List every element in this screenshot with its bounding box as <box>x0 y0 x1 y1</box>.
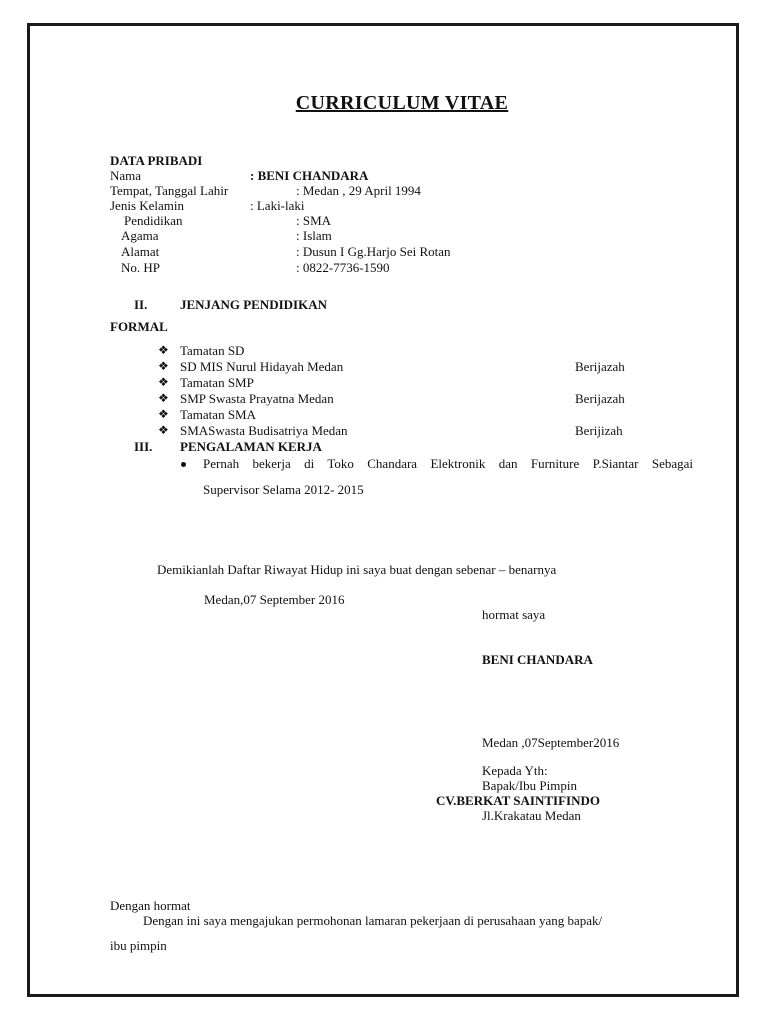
diamond-bullet-icon: ❖ <box>158 375 169 389</box>
value-religion: : Islam <box>296 228 332 243</box>
letter-to-2: Bapak/Ibu Pimpin <box>482 778 577 793</box>
value-birth: : Medan , 29 April 1994 <box>296 183 421 198</box>
education-item: Tamatan SD <box>180 343 245 358</box>
letter-greeting: Dengan hormat <box>110 898 191 913</box>
education-item: Tamatan SMA <box>180 407 256 422</box>
label-education: Pendidikan <box>124 213 183 228</box>
closing-regards: hormat saya <box>482 607 546 622</box>
label-address: Alamat <box>121 244 160 259</box>
label-gender: Jenis Kelamin <box>110 198 185 213</box>
letter-company: CV.BERKAT SAINTIFINDO <box>436 793 600 808</box>
value-gender: : Laki-laki <box>250 198 305 213</box>
letter-date: Medan ,07September2016 <box>482 735 620 750</box>
education-item: SD MIS Nurul Hidayah Medan <box>180 359 344 374</box>
value-name: : BENI CHANDARA <box>250 168 369 183</box>
diamond-bullet-icon: ❖ <box>158 407 169 421</box>
value-education: : SMA <box>296 213 332 228</box>
diamond-bullet-icon: ❖ <box>158 391 169 405</box>
value-phone: : 0822-7736-1590 <box>296 260 390 275</box>
education-item-note: Berijazah <box>575 359 625 374</box>
personal-heading: DATA PRIBADI <box>110 153 203 168</box>
education-item: SMP Swasta Prayatna Medan <box>180 391 334 406</box>
experience-heading: PENGALAMAN KERJA <box>180 439 322 454</box>
education-item-note: Berijizah <box>575 423 623 438</box>
education-heading: JENJANG PENDIDIKAN <box>180 297 327 312</box>
closing-statement: Demikianlah Daftar Riwayat Hidup ini saya buat dengan sebenar – benarnya <box>157 562 557 577</box>
closing-signature: BENI CHANDARA <box>482 652 593 667</box>
diamond-bullet-icon: ❖ <box>158 423 169 437</box>
education-item: Tamatan SMP <box>180 375 254 390</box>
experience-line-1: Pernah bekerja di Toko Chandara Elektronik dan Furniture P.Siantar Sebagai <box>203 456 693 471</box>
education-item: SMASwasta Budisatriya Medan <box>180 423 348 438</box>
diamond-bullet-icon: ❖ <box>158 359 169 373</box>
experience-line-2: Supervisor Selama 2012- 2015 <box>203 482 364 497</box>
label-religion: Agama <box>121 228 159 243</box>
experience-number: III. <box>134 439 153 454</box>
diamond-bullet-icon: ❖ <box>158 343 169 357</box>
closing-place-date: Medan,07 September 2016 <box>204 592 345 607</box>
label-phone: No. HP <box>121 260 161 275</box>
letter-body-2: ibu pimpin <box>110 938 167 953</box>
letter-to-1: Kepada Yth: <box>482 763 548 778</box>
bullet-dot-icon <box>181 462 186 467</box>
letter-body-1: Dengan ini saya mengajukan permohonan lamaran pekerjaan di perusahaan yang bapak/ <box>143 913 603 928</box>
document-title: CURRICULUM VITAE <box>295 92 509 114</box>
education-subheading: FORMAL <box>110 319 168 334</box>
letter-address: Jl.Krakatau Medan <box>482 808 581 823</box>
label-birth: Tempat, Tanggal Lahir <box>110 183 229 198</box>
value-address: : Dusun I Gg.Harjo Sei Rotan <box>296 244 451 259</box>
education-item-note: Berijazah <box>575 391 625 406</box>
label-name: Nama <box>110 168 142 183</box>
education-number: II. <box>134 297 148 312</box>
